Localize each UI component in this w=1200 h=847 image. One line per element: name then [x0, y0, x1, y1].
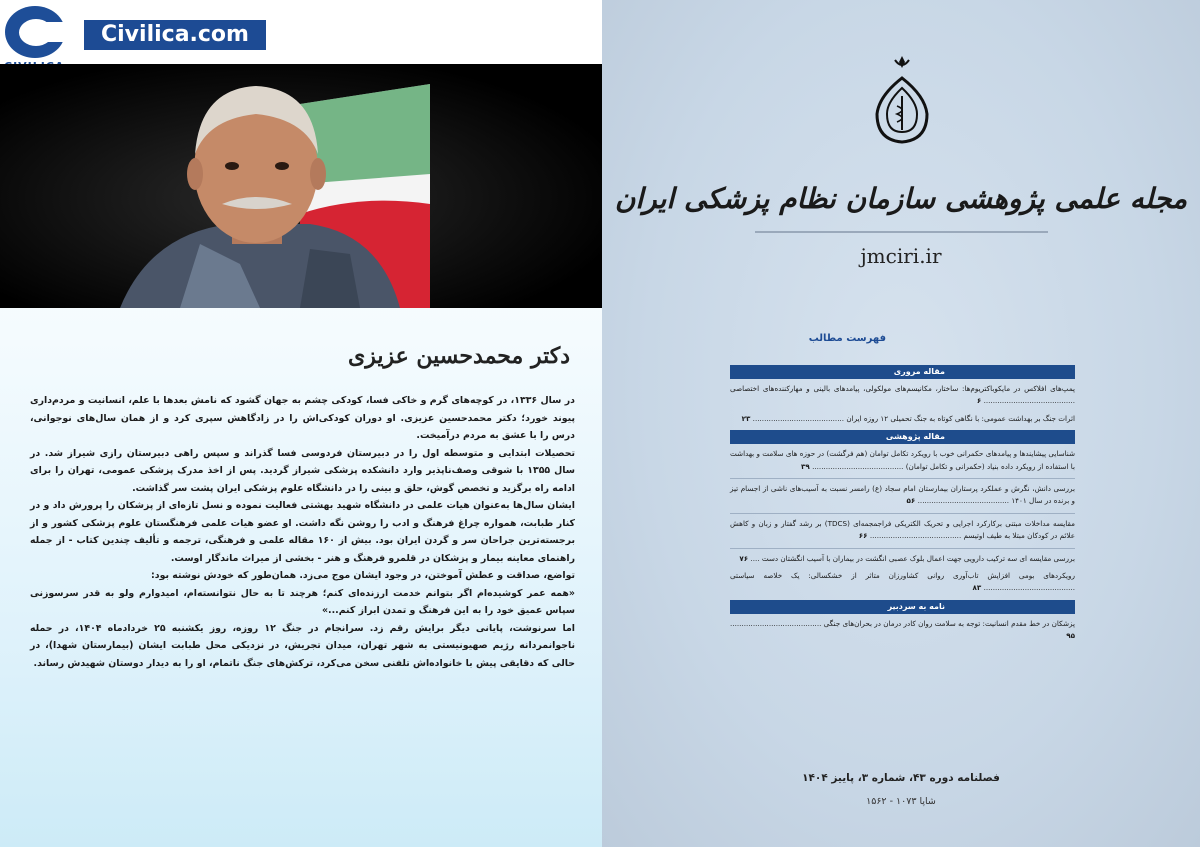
toc-item[interactable]: [730, 570, 1075, 595]
toc-item[interactable]: [730, 483, 1075, 508]
bio-paragraph: ایشان سال‌ها به‌عنوان هیات علمی در دانشگاه شهید بهشتی فعالیت نموده و نسل تازه‌ای از پزشکان را پرورش داد و در کنار طبابت، همواره چراغ فرهنگ و ادب را روشن نگه داشت. او عضو هیات علمی فرهنگستان علوم پزشکی کشور و از برجسته‌ترین جراحان سر و گردن ایران بود. بیش از ۱۶۰ مقاله علمی و فرهنگی، ترجمه و تألیف چندین کتاب - از جمله راهنمای معاینه بیمار و پزشکان در قلمرو فرهنگ و هنر - بخشی از میراث ماندگار اوست.: [30, 500, 575, 564]
toc-divider: [730, 548, 1075, 549]
issue-info: فصلنامه دوره ۴۳، شماره ۳، پاییز ۱۴۰۴: [802, 772, 1000, 784]
toc-item[interactable]: [730, 383, 1075, 408]
brand-name[interactable]: Civilica.com: [84, 20, 266, 50]
toc-section-header: نامه به سردبیر: [730, 600, 1075, 614]
bio-paragraph: تحصیلات ابتدایی و متوسطه اول را در دبیرستان فردوسی فسا گذراند و سپس راهی دبیرستان رازی شیراز شد. در سال ۱۳۵۵ با شوقی وصف‌ناپذیر وارد دانشکده پزشکی شیراز گردید. پس از اخذ مدرک پزشکی عمومی، تهران را برای ادامه راه برگزید و تخصص گوش، حلق و بینی را در دانشگاه علوم پزشکی ایران پشت سر گذاشت.: [30, 447, 575, 494]
toc-item-page: ۹۵: [1066, 631, 1075, 641]
right-page-cover: [602, 0, 1200, 847]
bio-paragraph: «همه عمر کوشیده‌ام اگر بتوانم خدمت ارزنده‌ای کنم؛ هرچند تا به حال نتوانسته‌ام، امیدوارم ولو به قدر سرسوزنی سپاس عمیق خود را به این فرهنگ و تمدن ابراز کنم...»: [30, 587, 575, 616]
toc-item-page: ۷۶: [739, 553, 749, 563]
toc-item-title: بررسی دانش، نگرش و عملکرد پرستاران بیمارستان امام سجاد (ع) رامسر نسبت به آسیب‌های ناشی از اجسام تیز و برنده در سال ۱۴۰۱ ........................................: [730, 484, 1075, 506]
toc-item-title: پمپ‌های افلاکس در مایکوباکتریوم‌ها: ساختار، مکانیسم‌های مولکولی، پیامدهای بالینی و مهارکننده‌های اختصاصی ........................................: [730, 384, 1075, 406]
toc-item-page: ۳۹: [800, 461, 810, 471]
biography-text: [30, 392, 575, 672]
toc-item[interactable]: [730, 518, 1075, 543]
toc-item-title: رویکردهای بومی افزایش تاب‌آوری روانی کشاورزان متاثر از خشکسالی: یک خلاصه سیاستی ........................................: [730, 571, 1075, 593]
bio-paragraph: در سال ۱۳۳۶، در کوچه‌های گرم و خاکی فسا، کودکی چشم به جهان گشود که نامش بعدها با علم، انسانیت و مردم‌داری پیوند خورد؛ دکتر محمدحسین عزیزی. او دوران کودکی‌اش را در زادگاهش سپری کرد و از همان سال‌های نوجوانی، درس را با عشق به مردم درآمیخت.: [30, 395, 575, 441]
toc-item[interactable]: [730, 618, 1075, 643]
journal-title: مجله علمی پژوهشی سازمان نظام پزشکی ایران: [614, 182, 1188, 215]
toc-section-header: مقاله پژوهشی: [730, 430, 1075, 444]
toc-item-page: ۶: [976, 396, 982, 406]
toc-title: فهرست مطالب: [808, 333, 886, 344]
bio-paragraph: تواضع، صداقت و عطش آموختن، در وجود ایشان موج می‌زد. همان‌طور که خودش نوشته بود:: [151, 570, 575, 581]
toc-divider: [730, 513, 1075, 514]
toc-item-title: اثرات جنگ بر بهداشت عمومی: با نگاهی کوتاه به جنگ تحمیلی ۱۲ روزه ایران ........................................: [752, 413, 1075, 423]
table-of-contents: [730, 365, 1075, 648]
portrait-photo: [0, 64, 602, 308]
person-name-title: دکتر محمدحسین عزیزی: [348, 343, 570, 369]
toc-item[interactable]: [730, 553, 1075, 565]
portrait-image-icon: [0, 64, 602, 308]
toc-item-page: ۲۳: [741, 413, 751, 423]
journal-url[interactable]: jmciri.ir: [860, 244, 942, 268]
journal-emblem-icon: [871, 56, 933, 144]
toc-divider: [730, 478, 1075, 479]
toc-item-page: ۶۶: [858, 531, 868, 541]
toc-item-title: پزشکان در خط مقدم انسانیت: توجه به سلامت روان کادر درمان در بحران‌های جنگی ........................................: [730, 618, 1075, 628]
brand-header: [0, 0, 602, 64]
toc-item-title: مقایسه مداخلات مبتنی برکارکرد اجرایی و تحریک الکتریکی فراجمجمه‌ای (TDCS) بر رشد گفتار و زبان و کاهش علائم در کودکان مبتلا به طیف اوتیسم ........................................: [730, 518, 1075, 541]
toc-item[interactable]: [730, 413, 1075, 425]
toc-item[interactable]: [730, 448, 1075, 473]
toc-item-title: بررسی مقایسه ای سه ترکیب دارویی جهت اعمال بلوک عصبی انگشت در بیماران با آسیب انگشتان دست ....: [750, 553, 1075, 563]
toc-section-header: مقاله مروری: [730, 365, 1075, 379]
title-divider: [755, 231, 1048, 233]
toc-item-page: ۵۶: [906, 496, 916, 506]
toc-item-title: شناسایی پیشایندها و پیامدهای حکمرانی خوب با رویکرد تکامل توامان (هم فرگشت) در حوزه های سلامت و بهداشت با استفاده از رویکرد داده بنیاد (حکمرانی و تکامل توامان) ........................................: [730, 449, 1075, 471]
toc-item-page: ۸۳: [972, 583, 982, 593]
issn-info: شاپا ۱۰۷۳ - ۱۵۶۲: [866, 796, 936, 807]
bio-paragraph: اما سرنوشت، پایانی دیگر برایش رقم زد. سرانجام در جنگ ۱۲ روزه، روز یکشنبه ۲۵ خردادماه ۱۴۰۴، در حمله ناجوانمردانه رژیم صهیونیستی به شهر تهران، میدان تجریش، در نزدیکی محل طبابت ایشان (بیمارستان شهدا)، در حالی که دقایقی پیش با خانواده‌اش تلفنی سخن می‌کرد، ترکش‌های جنگ ناتمام، او را به دیدار دوستان شهیدش رساند.: [30, 622, 576, 669]
